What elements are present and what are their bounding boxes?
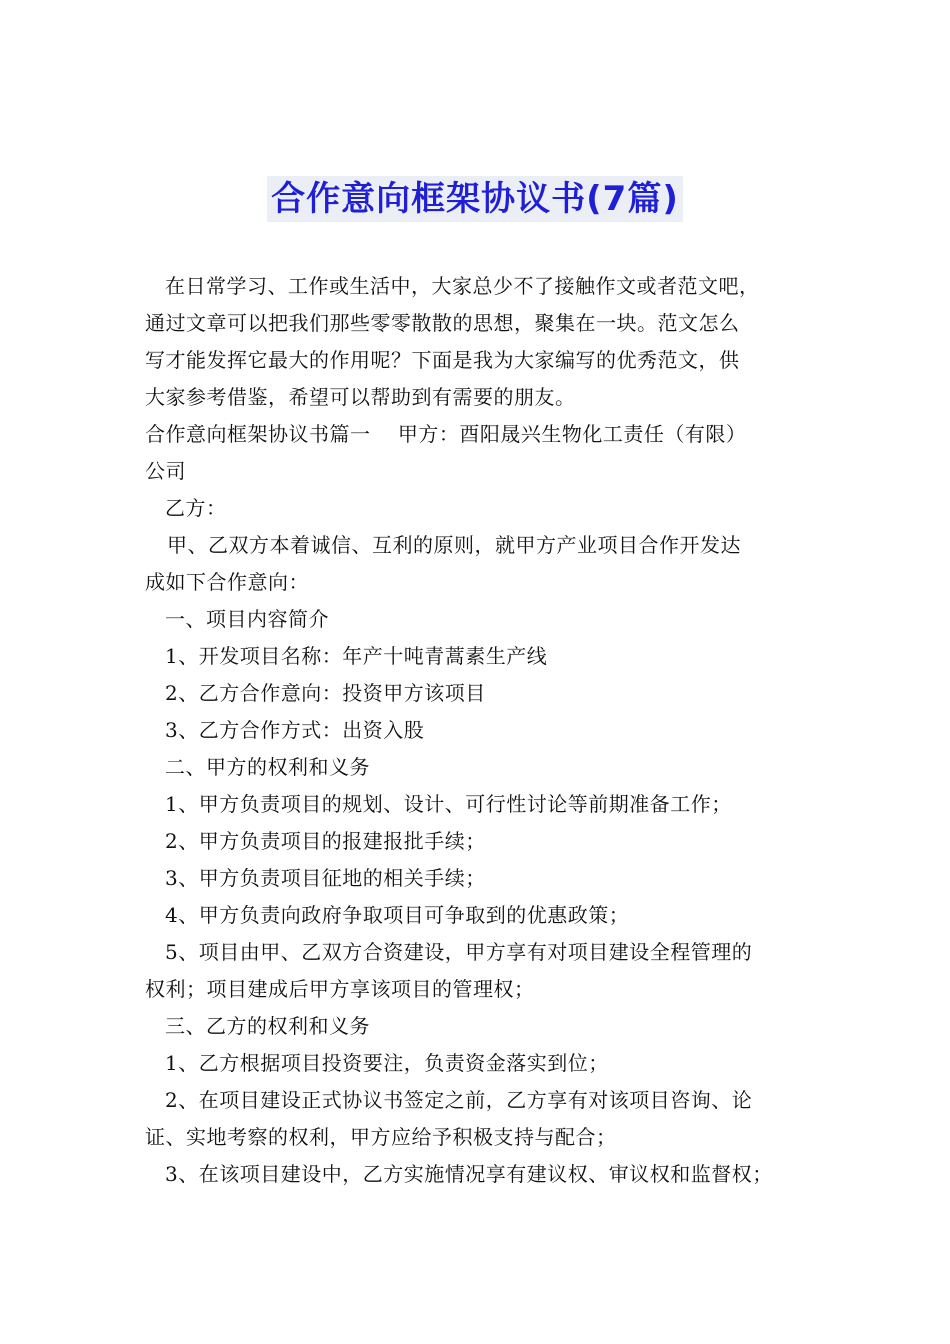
paragraph-line: 成如下合作意向： <box>145 570 309 594</box>
list-item: 1、乙方根据项目投资要注，负责资金落实到位； <box>165 1051 609 1075</box>
list-item: 2、乙方合作意向：投资甲方该项目 <box>165 681 486 705</box>
paragraph-line: 在日常学习、工作或生活中，大家总少不了接触作文或者范文吧， <box>165 274 760 298</box>
list-item: 2、在项目建设正式协议书签定之前，乙方享有对该项目咨询、论 <box>165 1088 753 1112</box>
paragraph-line: 写才能发挥它最大的作用呢？下面是我为大家编写的优秀范文，供 <box>145 348 740 372</box>
party-b-line: 乙方： <box>165 496 227 520</box>
list-item: 1、甲方负责项目的规划、设计、可行性讨论等前期准备工作； <box>165 792 732 816</box>
list-item: 4、甲方负责向政府争取项目可争取到的优惠政策； <box>165 903 630 927</box>
paragraph-line: 权利；项目建成后甲方享该项目的管理权； <box>145 977 535 1001</box>
list-item: 3、甲方负责项目征地的相关手续； <box>165 866 486 890</box>
list-item: 1、开发项目名称：年产十吨青蒿素生产线 <box>165 644 548 668</box>
paragraph-line: 大家参考借鉴，希望可以帮助到有需要的朋友。 <box>145 385 576 409</box>
list-item: 3、在该项目建设中，乙方实施情况享有建议权、审议权和监督权； <box>165 1162 773 1186</box>
paragraph-line: 公司 <box>145 459 186 483</box>
paragraph-line: 证、实地考察的权利，甲方应给予积极支持与配合； <box>145 1125 617 1149</box>
list-item: 5、项目由甲、乙双方合资建设，甲方享有对项目建设全程管理的 <box>165 940 753 964</box>
list-item: 2、甲方负责项目的报建报批手续； <box>165 829 486 853</box>
document-title: 合作意向框架协议书(7篇) <box>267 176 683 222</box>
section-heading: 三、乙方的权利和义务 <box>165 1014 370 1038</box>
section-heading-line: 合作意向框架协议书篇一 甲方：酉阳晟兴生物化工责任（有限） <box>145 422 747 446</box>
paragraph-line: 甲、乙双方本着诚信、互利的原则，就甲方产业项目合作开发达 <box>167 533 741 557</box>
section-heading: 二、甲方的权利和义务 <box>165 755 370 779</box>
paragraph-line: 通过文章可以把我们那些零零散散的思想，聚集在一块。范文怎么 <box>145 311 740 335</box>
section-heading: 一、项目内容简介 <box>165 607 329 631</box>
title-container <box>0 176 950 222</box>
list-item: 3、乙方合作方式：出资入股 <box>165 718 425 742</box>
document-body <box>145 268 813 1193</box>
